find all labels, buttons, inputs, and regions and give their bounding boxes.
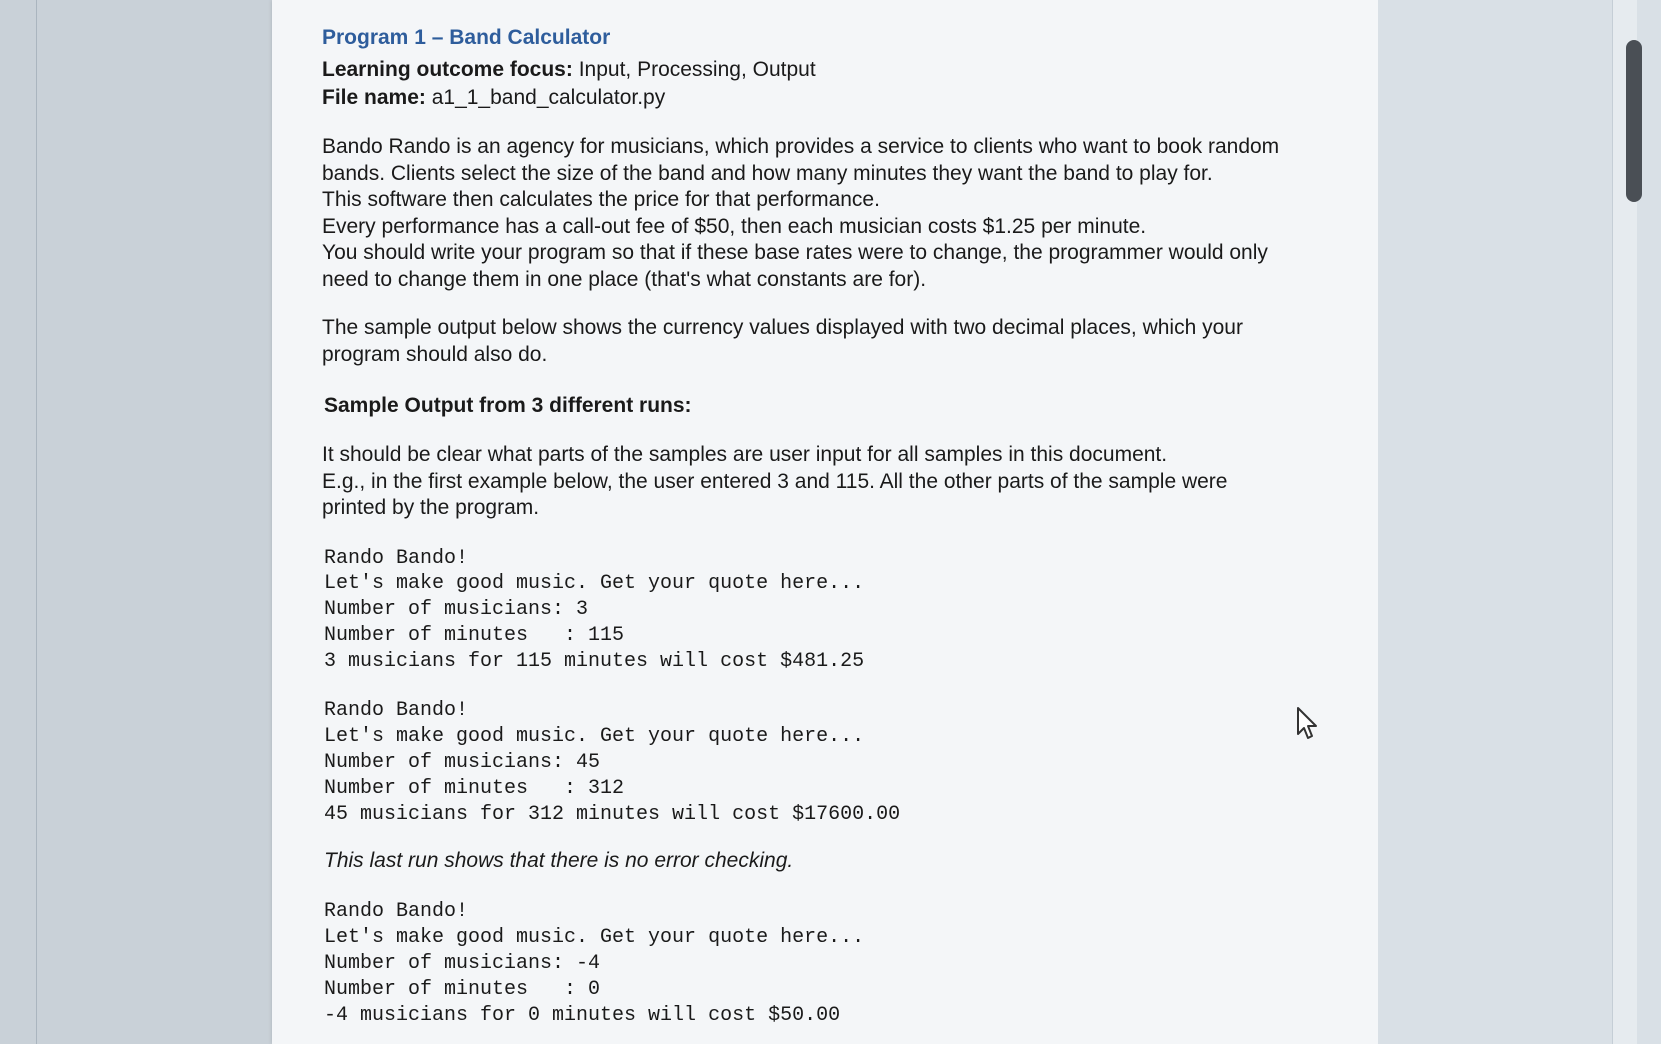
currency-line: program should also do. bbox=[322, 342, 548, 366]
code-line: -4 musicians for 0 minutes will cost $50.00 bbox=[324, 1003, 841, 1027]
intro-line: bands. Clients select the size of the band and how many minutes they want the band to play for. bbox=[322, 161, 1213, 185]
mouse-pointer-icon bbox=[1296, 706, 1322, 742]
sample-run-2 bbox=[324, 698, 1332, 827]
code-line: Let's make good music. Get your quote here... bbox=[324, 725, 865, 749]
code-line: Number of minutes : 0 bbox=[324, 977, 601, 1001]
code-line: Number of minutes : 312 bbox=[324, 776, 625, 800]
code-line: Number of musicians: 3 bbox=[324, 598, 589, 622]
document-page[interactable] bbox=[272, 0, 1378, 1044]
code-line: Let's make good music. Get your quote here... bbox=[324, 572, 865, 596]
outcome-value: Input, Processing, Output bbox=[572, 58, 816, 81]
left-pane-divider bbox=[36, 0, 37, 1044]
filename-value: a1_1_band_calculator.py bbox=[425, 86, 666, 109]
intro-line: need to change them in one place (that's what constants are for). bbox=[322, 267, 927, 291]
code-line: Number of minutes : 115 bbox=[324, 623, 625, 647]
sample-output-heading: Sample Output from 3 different runs: bbox=[324, 394, 692, 417]
intro-line: Bando Rando is an agency for musicians, which provides a service to clients who want to book random bbox=[322, 135, 1280, 158]
clarity-line: printed by the program. bbox=[322, 496, 540, 519]
clarity-line: It should be clear what parts of the samples are user input for all samples in this document. bbox=[322, 443, 1168, 466]
code-line: Let's make good music. Get your quote here... bbox=[324, 926, 865, 950]
error-checking-note: This last run shows that there is no error checking. bbox=[324, 849, 794, 873]
outcome-label: Learning outcome focus: bbox=[322, 58, 573, 81]
code-line: Number of musicians: 45 bbox=[324, 751, 601, 775]
clarity-paragraph bbox=[322, 442, 1332, 522]
code-line: Rando Bando! bbox=[324, 900, 469, 924]
outcome-line bbox=[322, 56, 1332, 84]
document-content bbox=[322, 24, 1332, 1028]
code-line: 45 musicians for 312 minutes will cost $17600.00 bbox=[324, 802, 901, 826]
filename-line bbox=[322, 84, 1332, 112]
vertical-scrollbar-thumb[interactable] bbox=[1626, 40, 1642, 202]
intro-line: Every performance has a call-out fee of $50, then each musician costs $1.25 per minute. bbox=[322, 214, 1147, 238]
clarity-line: E.g., in the first example below, the user entered 3 and 115. All the other parts of the sample were bbox=[322, 469, 1228, 493]
left-pane bbox=[0, 0, 273, 1044]
sample-run-3 bbox=[324, 899, 1332, 1028]
currency-line: The sample output below shows the currency values displayed with two decimal places, which your bbox=[322, 316, 1243, 339]
intro-line: You should write your program so that if these base rates were to change, the programmer would only bbox=[322, 241, 1268, 264]
filename-label: File name: bbox=[322, 86, 426, 109]
currency-paragraph bbox=[322, 315, 1332, 368]
code-line: 3 musicians for 115 minutes will cost $481.25 bbox=[324, 649, 865, 673]
document-title: Program 1 – Band Calculator bbox=[322, 26, 611, 49]
code-line: Number of musicians: -4 bbox=[324, 952, 601, 976]
sample-run-1 bbox=[324, 546, 1332, 675]
code-line: Rando Bando! bbox=[324, 546, 469, 570]
code-line: Rando Bando! bbox=[324, 699, 469, 723]
intro-paragraph bbox=[322, 134, 1332, 293]
intro-line: This software then calculates the price for that performance. bbox=[322, 188, 880, 211]
